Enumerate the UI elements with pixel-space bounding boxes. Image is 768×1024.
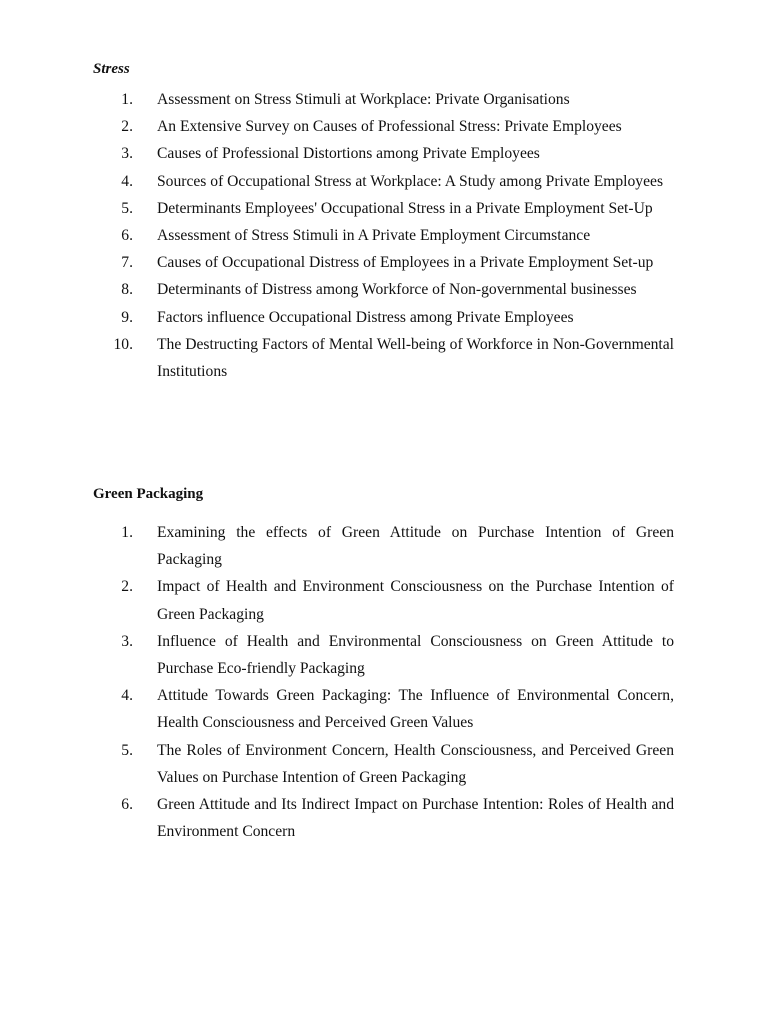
item-text: Determinants Employees' Occupational Stress in a Private Employment Set-Up — [157, 199, 653, 217]
item-number: 4. — [121, 687, 133, 705]
item-number: 7. — [121, 254, 133, 272]
item-text: Green Attitude and Its Indirect Impact on Purchase Intention: Roles of Health and Environment Concern — [157, 796, 674, 841]
item-text: Assessment on Stress Stimuli at Workplace: Private Organisations — [157, 91, 570, 108]
section-heading-green-packaging: Green Packaging — [93, 486, 204, 502]
list-item — [0, 249, 768, 276]
item-number: 4. — [121, 172, 133, 190]
item-number: 10. — [113, 335, 133, 353]
item-number: 2. — [121, 578, 133, 596]
item-text: Causes of Occupational Distress of Employees in a Private Employment Set-up — [157, 254, 654, 272]
item-number: 5. — [121, 199, 133, 217]
item-number: 9. — [121, 308, 133, 326]
list-item — [0, 113, 768, 140]
list-item — [0, 86, 768, 113]
list-item — [0, 519, 768, 573]
item-text: Impact of Health and Environment Consciousness on the Purchase Intention of Green Packaging — [157, 578, 674, 623]
list-item — [0, 304, 768, 331]
list-item — [0, 168, 768, 195]
item-text: Assessment of Stress Stimuli in A Private Employment Circumstance — [157, 227, 591, 245]
list-item — [0, 682, 768, 736]
item-text: Factors influence Occupational Distress among Private Employees — [157, 308, 574, 326]
item-number: 3. — [121, 145, 133, 163]
list-item — [0, 140, 768, 167]
stress-title-list — [0, 86, 768, 385]
item-text: The Destructing Factors of Mental Well-being of Workforce in Non-Governmental Institutions — [157, 335, 674, 381]
item-text: Examining the effects of Green Attitude on Purchase Intention of Green Packaging — [157, 524, 674, 569]
list-item — [0, 276, 768, 303]
list-item — [0, 222, 768, 249]
item-text: The Roles of Environment Concern, Health Consciousness, and Perceived Green Values on Purchase Intention of Green Packaging — [157, 741, 674, 786]
list-item — [0, 331, 768, 385]
item-number: 3. — [121, 632, 133, 650]
item-text: Influence of Health and Environmental Consciousness on Green Attitude to Purchase Eco-friendly Packaging — [157, 632, 674, 678]
list-item — [0, 573, 768, 627]
list-item — [0, 628, 768, 682]
list-item — [0, 791, 768, 845]
item-text: An Extensive Survey on Causes of Professional Stress: Private Employees — [157, 118, 622, 136]
item-text: Sources of Occupational Stress at Workplace: A Study among Private Employees — [157, 172, 664, 190]
item-number: 6. — [121, 227, 133, 245]
section-heading-stress: Stress — [93, 61, 130, 77]
list-item — [0, 195, 768, 222]
item-text: Determinants of Distress among Workforce of Non-governmental businesses — [157, 281, 637, 299]
item-number: 8. — [121, 281, 133, 299]
item-number: 6. — [121, 796, 133, 814]
item-text: Causes of Professional Distortions among Private Employees — [157, 145, 540, 163]
item-number: 1. — [121, 524, 133, 541]
list-item — [0, 737, 768, 791]
item-text: Attitude Towards Green Packaging: The Influence of Environmental Concern, Health Consciousness and Perceived Green Values — [157, 687, 674, 732]
green-packaging-title-list — [0, 519, 768, 845]
item-number: 2. — [121, 118, 133, 136]
item-number: 5. — [121, 741, 133, 759]
item-number: 1. — [121, 91, 133, 108]
